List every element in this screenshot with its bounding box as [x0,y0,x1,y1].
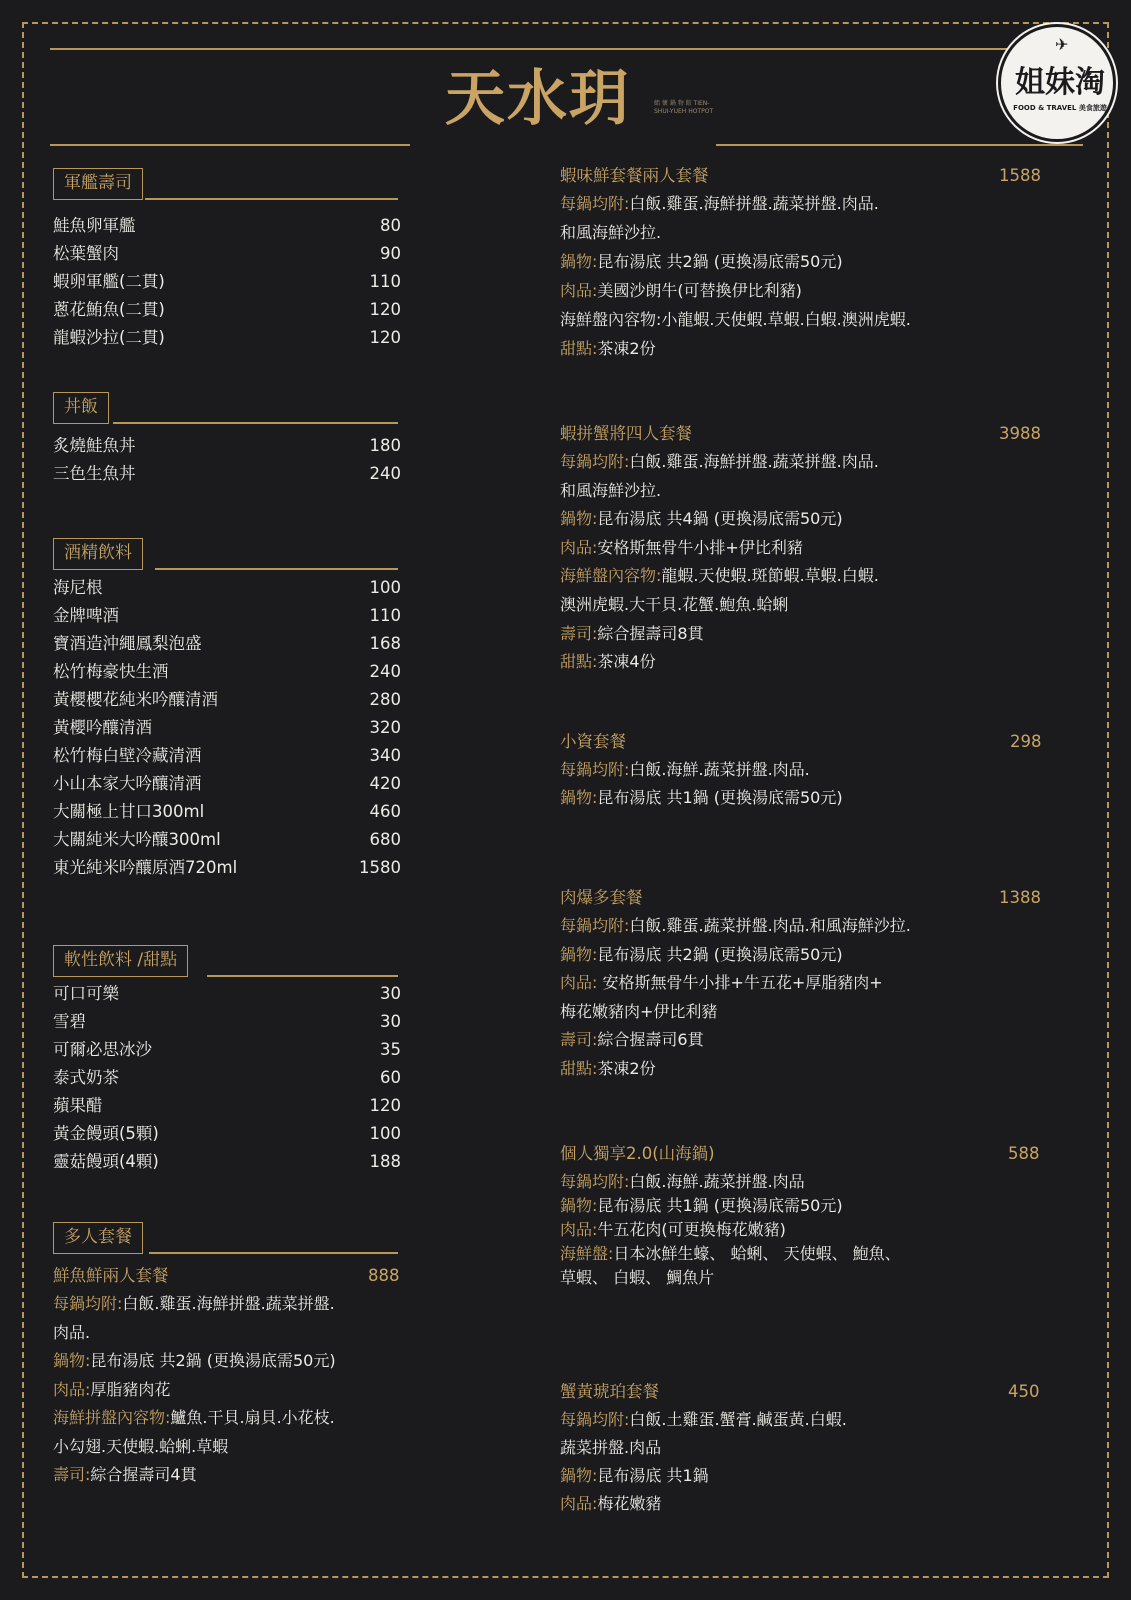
menu-item [53,854,401,882]
menu-item [53,980,401,1008]
menu-item [53,770,401,798]
set-menu-title: 肉爆多套餐 [560,888,643,907]
set-menu-line-label: 鍋物: [560,252,598,271]
set-menu-title: 蟹黃琥珀套餐 [560,1382,659,1401]
menu-item [53,240,401,268]
menu-item-price: 680 [369,830,401,849]
set-menu-line-text: 草蝦、 白蝦、 鯛魚片 [560,1268,715,1287]
menu-item [53,268,401,296]
menu-item-name: 泰式奶茶 [53,1068,119,1087]
menu-item-name: 松竹梅白壁冷藏清酒 [53,746,202,765]
set-menu-line [560,248,843,276]
menu-item [53,658,401,686]
menu-item-price: 420 [369,774,401,793]
set-menu-line-text: 茶凍4份 [597,652,656,672]
set-menu-line-text: 昆布湯底 共2鍋 (更換湯底需50元) [597,944,843,964]
set-menu-line [560,591,788,619]
restaurant-logo: 天水玥 [445,64,631,134]
menu-item-price: 35 [380,1040,401,1059]
set-menu-price: 1588 [999,166,1041,185]
menu-item-name: 鮭魚卵軍艦 [53,216,136,235]
section-title: 多人套餐 [53,1222,143,1254]
set-menu-line-label: 每鍋均附: [560,916,630,935]
set-menu-line-text: 厚脂豬肉花 [90,1379,171,1399]
set-menu-line-label: 每鍋均附: [560,194,630,213]
set-menu-line-text: 和風海鮮沙拉. [560,480,662,500]
section-title: 軟性飲料 /甜點 [53,945,188,977]
menu-item [53,574,401,602]
set-menu-title: 鮮魚鮮兩人套餐 [53,1266,169,1285]
set-menu-line-label: 鍋物: [560,1466,598,1485]
section-title: 酒精飲料 [53,538,143,570]
set-menu-line-label: 鍋物: [560,509,598,529]
menu-item-price: 240 [369,464,401,483]
set-menu-line-label: 鍋物: [560,788,598,807]
section-rule [145,198,398,200]
set-menu-line-label: 肉品: [560,1220,598,1239]
watermark-badge-text: 姐妹淘 [1015,65,1105,100]
set-menu-line [53,1347,336,1375]
set-menu-title: 蝦拼蟹將四人套餐 [560,424,692,443]
section-title: 丼飯 [53,392,109,424]
menu-item-price: 100 [369,578,401,597]
set-menu-line-text: 肉品. [53,1322,91,1342]
menu-item-name: 可口可樂 [53,984,119,1003]
set-menu-line-label: 每鍋均附: [560,1410,630,1429]
set-menu-line-text: 牛五花肉(可更換梅花嫩豬) [597,1220,786,1239]
set-menu-line-label: 壽司: [560,1030,598,1050]
section-rule [149,1252,398,1254]
set-menu-line-text: 綜合握壽司6貫 [597,1030,704,1050]
set-menu-line-label: 每鍋均附: [560,760,630,779]
menu-item-price: 60 [380,1068,401,1087]
set-menu-line-text: 龍蝦.天使蝦.斑節蝦.草蝦.白蝦. [661,566,879,586]
set-menu-line-label: 壽司: [53,1465,91,1484]
menu-item-name: 大關極上甘口300ml [53,802,205,821]
set-menu-line-text: 白飯.海鮮.蔬菜拼盤.肉品. [629,760,810,779]
menu-item [53,714,401,742]
menu-item-price: 340 [369,746,401,765]
set-menu-line-text: 白飯.雞蛋.海鮮拼盤.蔬菜拼盤.肉品. [629,452,879,471]
menu-item [53,296,401,324]
set-menu-line [53,1319,90,1347]
set-menu-line [560,1462,709,1490]
menu-item-price: 110 [369,606,401,625]
menu-item-name: 小山本家大吟釀清酒 [53,774,202,793]
menu-item [53,798,401,826]
menu-item [53,1120,401,1148]
set-menu-line-text: 安格斯無骨牛小排+伊比利豬 [597,537,803,557]
set-menu-line-label: 每鍋均附: [560,1172,630,1191]
set-menu-line-label: 海鮮盤: [560,1244,614,1263]
set-menu-line-label: 鍋物: [53,1351,91,1370]
menu-item-price: 180 [369,436,401,455]
set-menu-line-text: 昆布湯底 共4鍋 (更換湯底需50元) [597,509,843,529]
menu-item-name: 蔥花鮪魚(二貫) [53,300,165,319]
set-menu-price: 1388 [999,888,1041,907]
menu-item [53,1036,401,1064]
menu-item [53,630,401,658]
set-menu-line-label: 鍋物: [560,944,598,964]
menu-item [53,324,401,352]
set-menu-line-text: 白飯.雞蛋.蔬菜拼盤.肉品.和風海鮮沙拉. [629,916,911,935]
set-menu-line-label: 甜點: [560,339,598,358]
set-menu-line-label: 甜點: [560,1059,598,1078]
menu-item-name: 靈菇饅頭(4顆) [53,1152,159,1171]
set-menu-price: 298 [1010,732,1042,751]
menu-item-price: 188 [369,1152,401,1171]
set-menu-line [560,998,717,1026]
section-rule [155,568,398,570]
menu-item-price: 110 [369,272,401,291]
set-menu-line-label: 每鍋均附: [53,1294,123,1313]
set-menu-line-text: 昆布湯底 共1鍋 (更換湯底需50元) [597,788,843,807]
section-rule [113,422,398,424]
set-menu-line-text: 小勾翅.天使蝦.蛤蜊.草蝦 [53,1436,229,1456]
set-menu-line-text: 茶凍2份 [597,339,656,358]
set-menu-line [560,1026,704,1054]
watermark-badge-sub: FOOD & TRAVEL 美食旅遊 [1013,104,1107,112]
menu-item-name: 黃櫻吟釀清酒 [53,718,152,737]
set-menu-line-label: 海鮮盤內容物: [560,566,662,586]
set-menu-line-text: 昆布湯底 共1鍋 [597,1466,709,1485]
menu-item-price: 168 [369,634,401,653]
set-menu-line-label: 壽司: [560,623,598,643]
menu-item-price: 240 [369,662,401,681]
section-rule [207,975,398,977]
set-menu-line [560,190,879,218]
menu-item-name: 雪碧 [53,1012,86,1031]
set-menu-line [560,1264,714,1292]
set-menu-line-label: 肉品: [560,973,598,993]
menu-item-name: 海尼根 [53,578,103,597]
menu-item [53,1148,401,1176]
set-menu-line-label: 肉品: [560,281,598,300]
set-menu-line-text: 蔬菜拼盤.肉品 [560,1438,662,1457]
set-menu-price: 3988 [999,424,1041,443]
menu-item-price: 1580 [359,858,401,877]
set-menu-line-text: 美國沙朗牛(可替換伊比利豬) [597,281,802,300]
set-menu-title: 個人獨享2.0(山海鍋) [560,1144,715,1163]
menu-item-price: 30 [380,984,401,1003]
set-menu-line [560,648,656,676]
menu-item-price: 100 [369,1124,401,1143]
set-menu-line [53,1461,197,1489]
menu-item-price: 90 [380,244,401,263]
set-menu-line [560,219,661,247]
menu-item-price: 30 [380,1012,401,1031]
set-menu-line-label: 肉品: [560,1494,598,1513]
menu-item-price: 460 [369,802,401,821]
set-menu-title: 小資套餐 [560,732,626,751]
menu-item-name: 可爾必思冰沙 [53,1040,152,1059]
set-menu-line [560,562,879,590]
set-menu-line [560,1434,661,1462]
set-menu-line [53,1376,170,1404]
set-menu-line-text: 和風海鮮沙拉. [560,223,662,242]
set-menu-line-text: 梅花嫩豬 [597,1494,662,1513]
set-menu-line [560,335,656,363]
set-menu-line-label: 鍋物: [560,1196,598,1215]
set-menu-line-label: 每鍋均附: [560,452,630,471]
set-menu-line [560,941,843,969]
set-menu-line-text: 綜合握壽司4貫 [90,1465,197,1484]
set-menu-line [560,620,704,648]
set-menu-line [560,306,911,334]
set-menu-line-text: 梅花嫩豬肉+伊比利豬 [560,1001,718,1021]
header-bottom-rule-left [50,144,410,146]
set-menu-price: 888 [368,1266,400,1285]
set-menu-line-text: 白飯.雞蛋.海鮮拼盤.蔬菜拼盤.肉品. [629,194,879,213]
set-menu-line-text: 昆布湯底 共2鍋 (更換湯底需50元) [90,1351,336,1370]
paper-plane-icon: ✈ [1055,35,1069,54]
watermark-badge [998,24,1116,142]
restaurant-logo-subtitle: 鮨 懷 鍋 物 館 TIEN-SHUI-YUEH HOTPOT [654,100,714,115]
set-menu-line-text: 白飯.雞蛋.海鮮拼盤.蔬菜拼盤. [122,1294,335,1313]
set-menu-line [53,1433,228,1461]
set-menu-line-text: 海鮮盤內容物:小龍蝦.天使蝦.草蝦.白蝦.澳洲虎蝦. [560,310,911,329]
set-menu-line-text: 茶凍2份 [597,1059,656,1078]
set-menu-line-text: 昆布湯底 共1鍋 (更換湯底需50元) [597,1196,843,1215]
set-menu-line-text: 日本冰鮮生蠔、 蛤蜊、 天使蝦、 鮑魚、 [613,1244,901,1263]
set-menu-line-label: 甜點: [560,652,598,672]
header-bottom-rule-right [716,144,1083,146]
set-menu-price: 450 [1008,1382,1040,1401]
set-menu-line-text: 昆布湯底 共2鍋 (更換湯底需50元) [597,252,843,271]
menu-item-name: 松竹梅豪快生酒 [53,662,169,681]
menu-item-name: 黃金饅頭(5顆) [53,1124,159,1143]
menu-item-price: 320 [369,718,401,737]
menu-item [53,1092,401,1120]
menu-item-name: 蝦卵軍艦(二貫) [53,272,165,291]
menu-item-name: 龍蝦沙拉(二貫) [53,328,165,347]
set-menu-line [560,277,802,305]
set-menu-line-label: 肉品: [53,1379,91,1399]
menu-item [53,1064,401,1092]
menu-item-name: 東光純米吟釀原酒720ml [53,858,238,877]
set-menu-line [560,784,843,812]
menu-item [53,742,401,770]
menu-item-price: 120 [369,1096,401,1115]
set-menu-line-label: 肉品: [560,537,598,557]
section-title: 軍艦壽司 [53,168,143,200]
set-menu-line-text: 安格斯無骨牛小排+牛五花+厚脂豬肉+ [597,973,883,993]
set-menu-line-text: 白飯.海鮮.蔬菜拼盤.肉品 [629,1172,805,1191]
set-menu-line [53,1404,335,1432]
menu-item [53,1008,401,1036]
set-menu-line [560,912,911,940]
set-menu-line [53,1290,335,1318]
set-menu-line [560,969,883,997]
set-menu-line-text: 白飯.土雞蛋.蟹膏.鹹蛋黃.白蝦. [629,1410,847,1429]
set-menu-line-text: 鱸魚.干貝.扇貝.小花枝. [170,1408,335,1427]
menu-item [53,686,401,714]
menu-item-name: 金牌啤酒 [53,606,119,625]
menu-item [53,826,401,854]
menu-item-price: 120 [369,300,401,319]
menu-item-price: 280 [369,690,401,709]
menu-item-name: 蘋果醋 [53,1096,103,1115]
menu-item [53,432,401,460]
menu-item [53,602,401,630]
menu-item-name: 三色生魚丼 [53,464,136,483]
set-menu-line [560,756,810,784]
menu-item [53,460,401,488]
menu-item-name: 炙燒鮭魚丼 [53,436,136,455]
set-menu-line-text: 澳洲虎蝦.大干貝.花蟹.鮑魚.蛤蜊 [560,595,789,614]
set-menu-title: 蝦味鮮套餐兩人套餐 [560,166,709,185]
set-menu-line [560,1055,656,1083]
set-menu-line [560,1406,847,1434]
menu-item-price: 120 [369,328,401,347]
menu-item-name: 寶酒造沖繩鳳梨泡盛 [53,634,202,653]
set-menu-line-text: 綜合握壽司8貫 [597,623,704,643]
set-menu-line [560,477,661,505]
set-menu-line [560,448,879,476]
menu-item-name: 大關純米大吟釀300ml [53,830,221,849]
set-menu-line [560,505,843,533]
menu-item-price: 80 [380,216,401,235]
set-menu-line-label: 海鮮拼盤內容物: [53,1408,171,1427]
menu-item-name: 黃櫻櫻花純米吟釀清酒 [53,690,218,709]
set-menu-price: 588 [1008,1144,1040,1163]
header-top-rule [50,48,1083,50]
menu-item-name: 松葉蟹肉 [53,244,119,263]
menu-item [53,212,401,240]
set-menu-line [560,1490,661,1518]
set-menu-line [560,534,803,562]
